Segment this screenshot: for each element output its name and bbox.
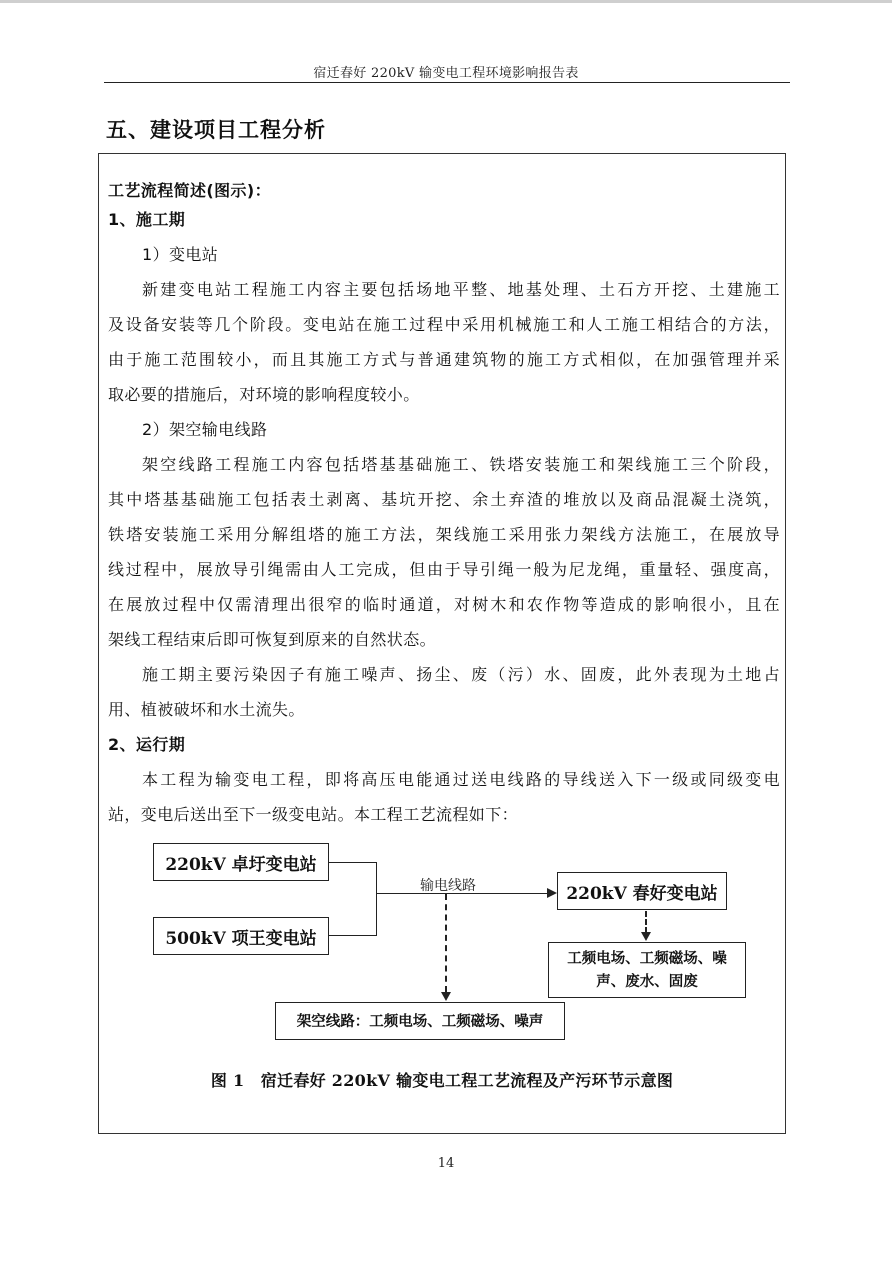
- paragraph-line: 及设备安装等几个阶段。变电站在施工过程中采用机械施工和人工施工相结合的方法，: [108, 315, 780, 334]
- pollution-text-line: 工频电场、工频磁场、噪: [567, 950, 727, 967]
- paragraph-line: 由于施工范围较小，而且其施工方式与普通建筑物的施工方式相似，在加强管理并采: [108, 350, 780, 369]
- paragraph-line: 本工程为输变电工程，即将高压电能通过送电线路的导线送入下一级或同级变电: [142, 770, 780, 789]
- paragraph-line: 其中塔基基础施工包括表土剥离、基坑开挖、余土弃渣的堆放以及商品混凝土浇筑，: [108, 490, 780, 509]
- overhead-line-subheading: 2）架空输电线路: [142, 420, 268, 439]
- node-chunhao-substation: 220kV 春好变电站: [557, 872, 727, 910]
- node-overhead-line-pollution: 架空线路：工频电场、工频磁场、噪声: [275, 1002, 565, 1040]
- operation-heading: 2、运行期: [108, 735, 186, 754]
- paragraph-line: 施工期主要污染因子有施工噪声、扬尘、废（污）水、固废，此外表现为土地占: [142, 665, 780, 684]
- node-xiangwang-substation: 500kV 项王变电站: [153, 917, 329, 955]
- arrow-down-icon: [441, 992, 451, 1001]
- transmission-line-label: 输电线路: [420, 878, 476, 894]
- paragraph-line: 铁塔安装施工采用分解组塔的施工方法，架线施工采用张力架线方法施工，在展放导: [108, 525, 780, 544]
- arrow-right-icon: [547, 888, 557, 898]
- paragraph-line: 架线工程结束后即可恢复到原来的自然状态。: [108, 630, 437, 649]
- connector-line: [376, 862, 377, 936]
- page-top-edge: [0, 0, 892, 3]
- connector-line: [329, 935, 377, 936]
- paragraph-line: 取必要的措施后，对环境的影响程度较小。: [108, 385, 420, 404]
- dashed-connector: [645, 911, 647, 933]
- paragraph-line: 架空线路工程施工内容包括塔基基础施工、铁塔安装施工和架线施工三个阶段，: [142, 455, 780, 474]
- header-rule: [104, 82, 790, 83]
- paragraph-line: 新建变电站工程施工内容主要包括场地平整、地基处理、土石方开挖、土建施工: [142, 280, 780, 299]
- connector-line: [329, 862, 377, 863]
- paragraph-line: 线过程中，展放导引绳需由人工完成，但由于导引绳一般为尼龙绳，重量轻、强度高，: [108, 560, 780, 579]
- substation-subheading: 1）变电站: [142, 245, 219, 264]
- construction-heading: 1、施工期: [108, 210, 186, 229]
- paragraph-line: 用、植被破坏和水土流失。: [108, 700, 305, 719]
- page-number: 14: [437, 1156, 455, 1171]
- node-substation-pollution: [548, 942, 746, 998]
- node-zhuowei-substation: 220kV 卓圩变电站: [153, 843, 329, 881]
- process-heading: 工艺流程简述(图示)：: [108, 181, 272, 200]
- paragraph-line: 站，变电后送出至下一级变电站。本工程工艺流程如下：: [108, 805, 519, 824]
- section-title: 五、建设项目工程分析: [106, 118, 326, 142]
- figure-caption: 图 1 宿迁春好 220kV 输变电工程工艺流程及产污环节示意图: [210, 1071, 674, 1090]
- running-header: 宿迁春好 220kV 输变电工程环境影响报告表: [313, 66, 579, 81]
- arrow-down-icon: [641, 932, 651, 941]
- paragraph-line: 在展放过程中仅需清理出很窄的临时通道，对树木和农作物等造成的影响很小，且在: [108, 595, 780, 614]
- pollution-text-line: 声、废水、固废: [596, 973, 698, 990]
- dashed-connector: [445, 894, 447, 992]
